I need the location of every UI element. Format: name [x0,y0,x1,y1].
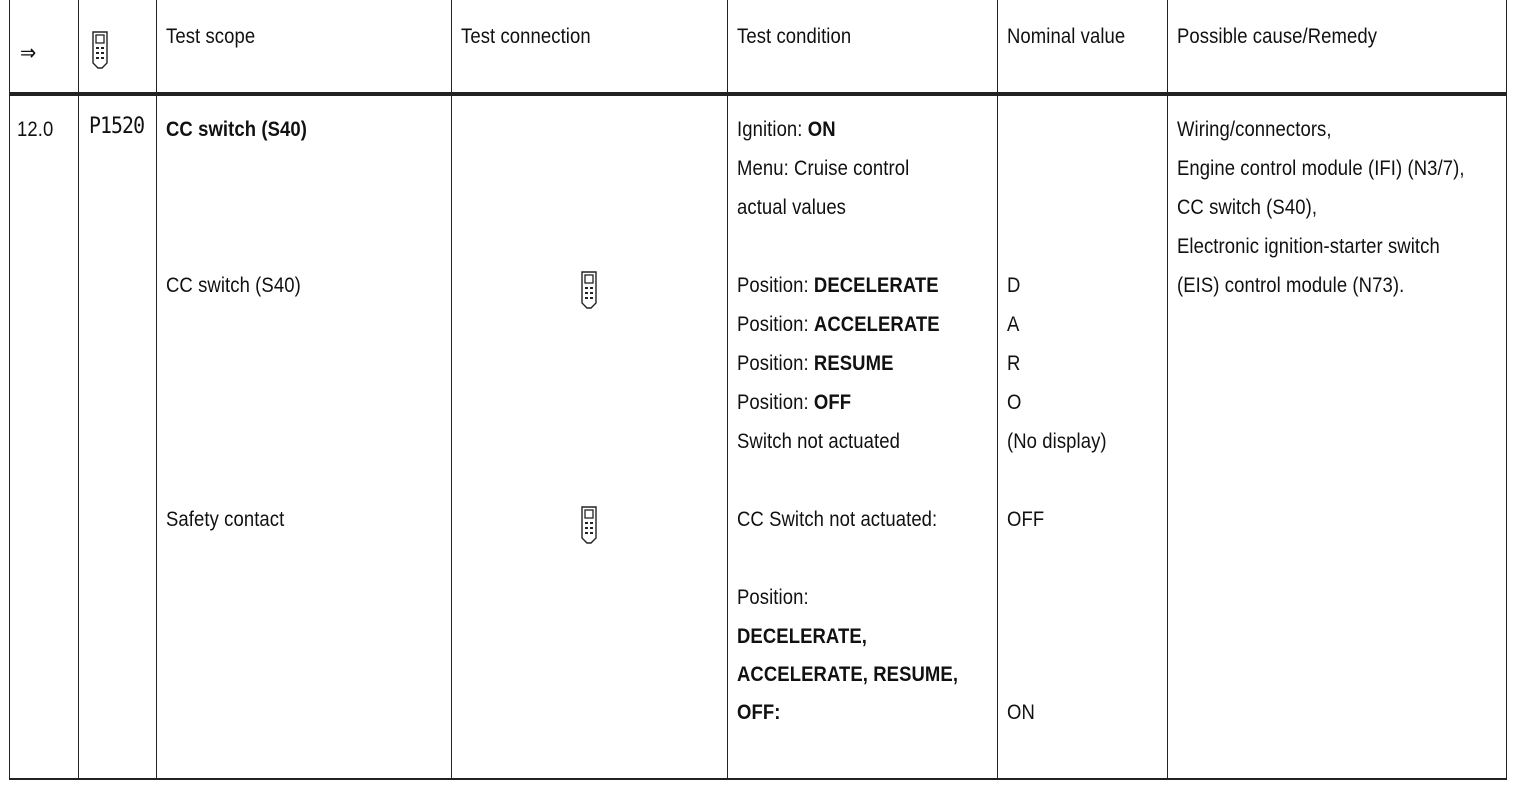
column-divider [1167,0,1168,780]
nominal-value: R [1007,352,1021,375]
position-label: Position: [737,391,809,414]
remedy-line: Electronic ignition-starter switch [1177,235,1440,258]
remedy-line: Engine control module (IFI) (N3/7), [1177,157,1465,180]
tester-icon [91,30,109,70]
nominal-no-display: (No display) [1007,430,1107,453]
tester-icon [91,30,109,70]
position-value: OFF [813,391,852,414]
remedy-line: CC switch (S40), [1177,196,1318,219]
scope-title: CC switch (S40) [166,118,307,141]
header-rule [9,92,1507,96]
column-divider [156,0,157,780]
position-label: Position: [737,352,809,375]
subtest-scope-cc-switch: CC switch (S40) [166,274,301,297]
arrow-icon: ⇒ [20,40,37,65]
table-border-left [9,0,10,780]
condition-cc-not-actuated: CC Switch not actuated: [737,508,938,531]
nominal-on: ON [1007,701,1035,724]
tester-icon [580,505,598,545]
position-value: DECELERATE [813,274,939,297]
header-test-condition: Test condition [737,25,852,48]
table-border-right [1506,0,1507,780]
condition-position [737,312,940,338]
condition-position [737,273,939,299]
column-divider [997,0,998,780]
condition-position-label: Position: [737,586,809,609]
ignition-value: ON [807,118,836,141]
column-divider [451,0,452,780]
step-number: 12.0 [17,118,54,141]
nominal-value: D [1007,274,1021,297]
condition-menu-line2: actual values [737,196,847,219]
nominal-off: OFF [1007,508,1045,531]
nominal-value: O [1007,391,1022,414]
header-test-scope: Test scope [166,25,256,48]
position-label: Position: [737,274,809,297]
nominal-value: A [1007,313,1020,336]
table-border-bottom [9,778,1507,780]
remedy-line: (EIS) control module (N73). [1177,274,1405,297]
condition-not-actuated: Switch not actuated [737,430,900,453]
remedy-line: Wiring/connectors, [1177,118,1332,141]
condition-position-line: DECELERATE, [737,625,868,648]
tester-icon [580,270,598,310]
position-value: RESUME [813,352,894,375]
condition-position [737,351,894,377]
condition-menu-line1: Menu: Cruise control [737,157,910,180]
subtest-scope-safety-contact: Safety contact [166,508,285,531]
ignition-label: Ignition: [737,118,803,141]
header-test-connection: Test connection [461,25,591,48]
position-label: Position: [737,313,809,336]
condition-position-line: ACCELERATE, RESUME, [737,663,959,686]
header-possible-cause: Possible cause/Remedy [1177,25,1378,48]
tester-icon [580,505,598,545]
tester-icon [580,270,598,310]
column-divider [78,0,79,780]
condition-position [737,390,851,416]
condition-position-line: OFF: [737,701,781,724]
fault-code: P1520 [89,114,145,139]
position-value: ACCELERATE [813,313,940,336]
header-nominal-value: Nominal value [1007,25,1126,48]
condition-ignition [737,117,836,143]
column-divider [727,0,728,780]
